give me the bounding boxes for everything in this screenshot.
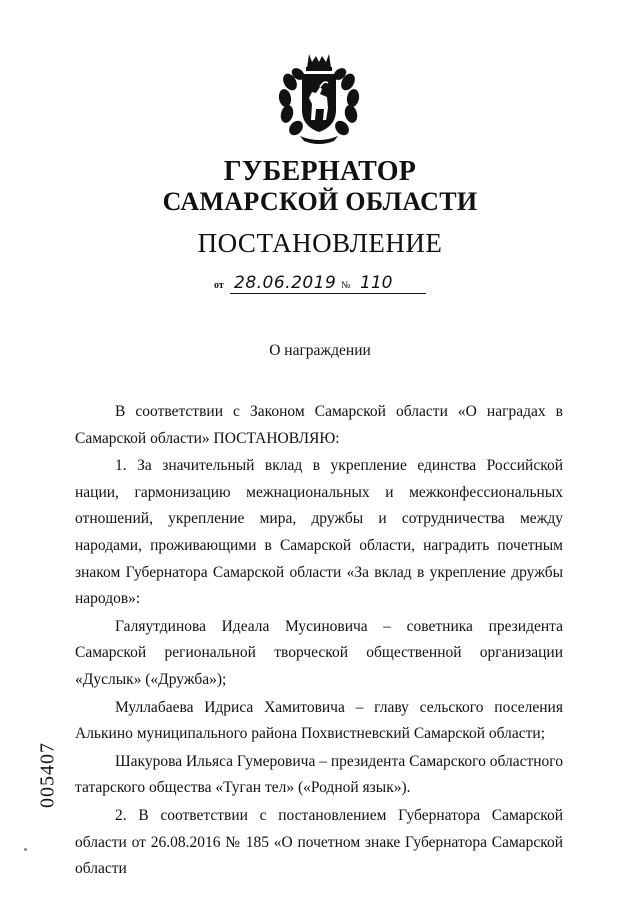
samara-coat-of-arms-icon [276, 52, 362, 144]
body-item-2: 2. В соответствии с постановлением Губернатора Самарской области от 26.08.2016 № 185 «О почетном знаке Губернатора Самарской области [75, 806, 563, 878]
date-underline [230, 293, 426, 294]
body-awardee-3: Шакурова Ильяса Гумеровича – президента Самарского областного татарского общества «Туган тел» («Родной язык»). [75, 752, 563, 797]
body-awardee-1: Галяутдинова Идеала Мусиновича – советника президента Самарской региональной творческой общественной организации «Дуслык» («Дружба»); [75, 617, 563, 688]
header-title-line1: ГУБЕРНАТОР [223, 156, 417, 187]
date-number-line [214, 274, 428, 296]
date-prefix: от [214, 280, 224, 291]
body-intro: В соответствии с Законом Самарской области «О наградах в Самарской области» ПОСТАНОВЛЯЮ: [75, 403, 563, 447]
side-serial-stamp [28, 725, 68, 825]
body-item-1: 1. За значительный вклад в укрепление единства Российской нации, гармонизацию межнациональных и межконфессиональных отношений, укрепление мира, дружбы и сотрудничества между народами, проживающими в Самарской области, наградить почетным знаком Губернатора Самарской области «За вклад в укрепление дружбы народов»: [75, 457, 563, 608]
margin-mark [24, 848, 27, 851]
date-value: 28.06.2019 [234, 273, 337, 293]
document-subject: О награждении [269, 342, 371, 359]
document-number: 110 [360, 273, 393, 293]
number-sign: № [341, 280, 351, 291]
body-awardee-2: Муллабаева Идриса Хамитовича – главу сельского поселения Алькино муниципального района Похвистневский Самарской области; [75, 698, 563, 743]
header-title-line2: САМАРСКОЙ ОБЛАСТИ [162, 187, 478, 216]
document-body [75, 399, 563, 884]
serial-number: 005407 [36, 742, 59, 808]
document-type: ПОСТАНОВЛЕНИЕ [197, 228, 443, 258]
